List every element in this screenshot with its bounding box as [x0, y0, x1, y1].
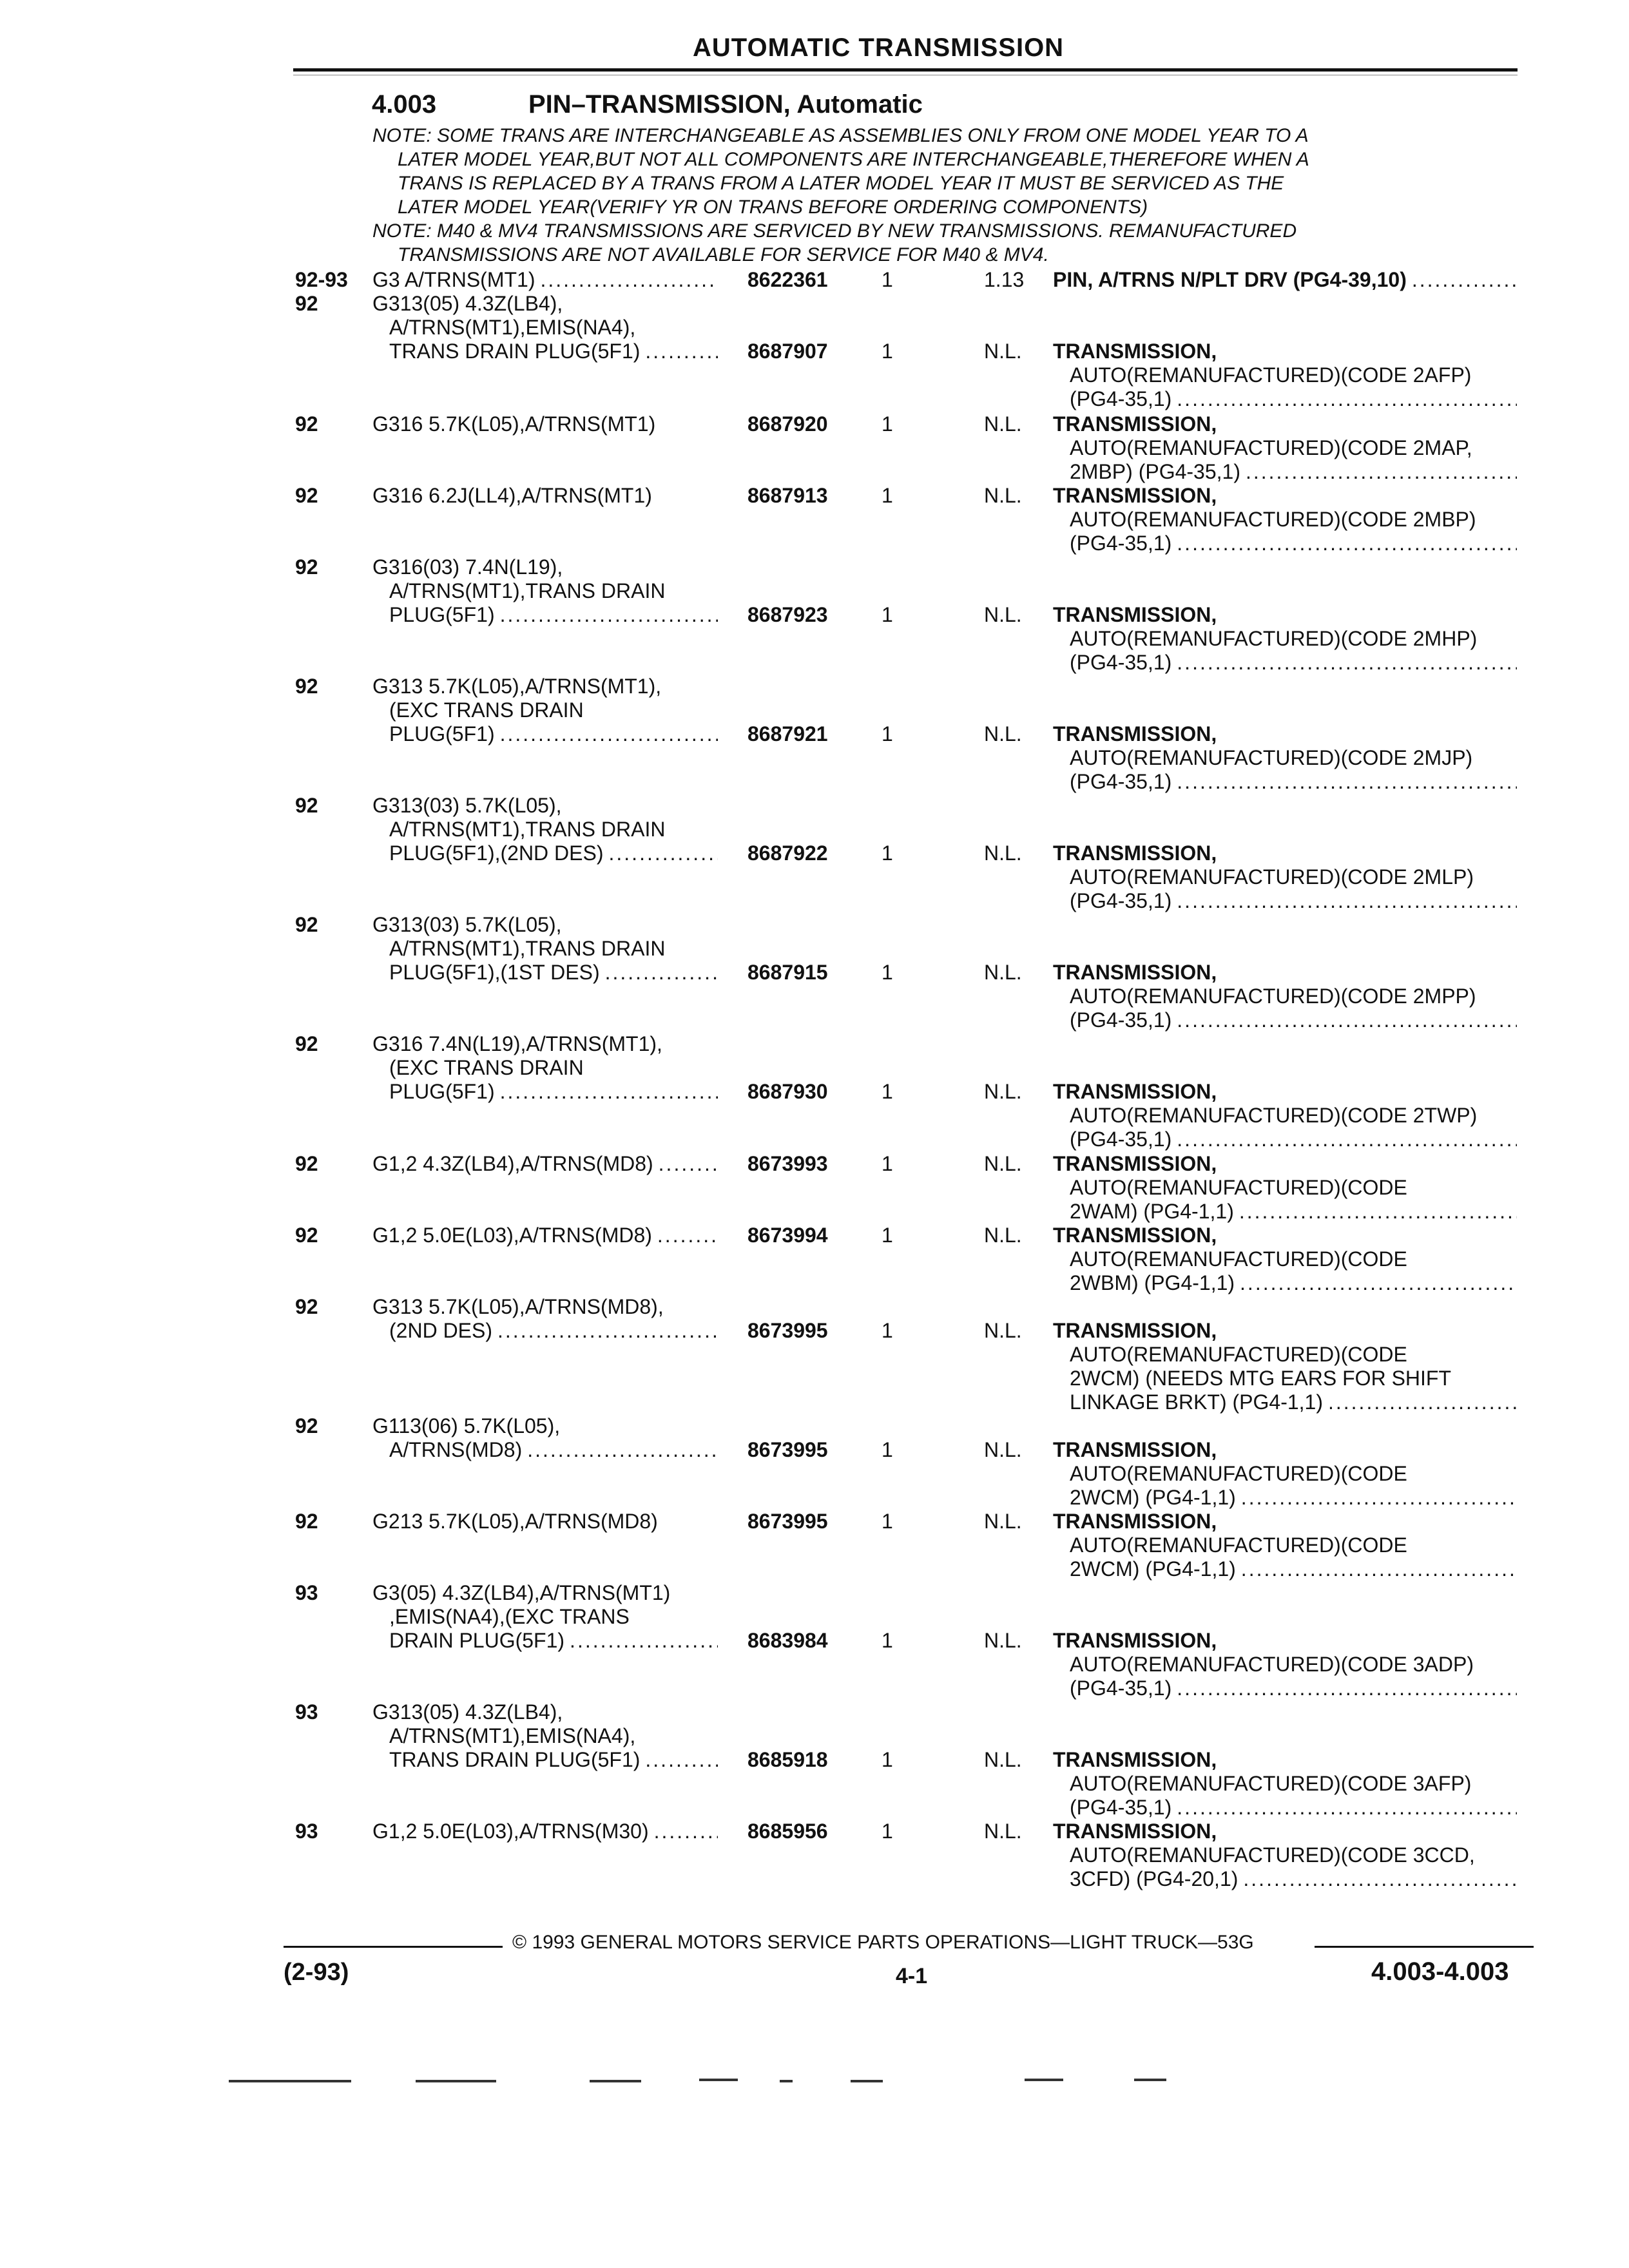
model-year: 92	[295, 1295, 318, 1318]
part-name-line: TRANSMISSION,	[1053, 484, 1217, 507]
scan-artifact	[780, 2080, 793, 2082]
part-number: 8683984	[747, 1629, 828, 1652]
part-number: 8687922	[747, 841, 828, 865]
note-code: N.L.	[984, 722, 1022, 745]
note-code: N.L.	[984, 1510, 1022, 1533]
quantity: 1	[882, 1224, 893, 1247]
part-name	[1053, 1224, 1517, 1295]
part-name-line: PIN, A/TRNS N/PLT DRV (PG4-39,10)	[1053, 268, 1407, 291]
description-line: A/TRNS(MT1),TRANS DRAIN	[389, 818, 666, 841]
part-name-line: (PG4-35,1)	[1070, 651, 1172, 674]
part-name-line: AUTO(REMANUFACTURED)(CODE 2TWP)	[1070, 1104, 1478, 1127]
description-line: G313(05) 4.3Z(LB4),	[372, 1700, 563, 1724]
part-name-line: AUTO(REMANUFACTURED)(CODE	[1070, 1533, 1407, 1557]
application-description	[372, 1295, 718, 1343]
note-code: N.L.	[984, 1319, 1022, 1342]
description-line: G1,2 4.3Z(LB4),A/TRNS(MD8)	[372, 1152, 653, 1175]
note-code: N.L.	[984, 1438, 1022, 1461]
model-year: 92	[295, 555, 318, 579]
description-line: G3 A/TRNS(MT1)	[372, 268, 535, 291]
footer-rule-right	[1315, 1946, 1534, 1948]
note-code: N.L.	[984, 1629, 1022, 1652]
note-code: 1.13	[984, 268, 1025, 291]
part-name	[1053, 1820, 1517, 1891]
model-year: 93	[295, 1700, 318, 1724]
note-code: N.L.	[984, 484, 1022, 507]
part-name-line: 2WCM) (PG4-1,1)	[1070, 1557, 1236, 1581]
part-name-line: (PG4-35,1)	[1070, 1008, 1172, 1032]
part-name-line: 2WCM) (PG4-1,1)	[1070, 1486, 1236, 1509]
part-name-line: TRANSMISSION,	[1053, 961, 1217, 984]
part-name	[1053, 1438, 1517, 1510]
description-line: A/TRNS(MT1),EMIS(NA4),	[389, 316, 636, 339]
part-name-line: 2MBP) (PG4-35,1)	[1070, 460, 1240, 483]
model-year: 92	[295, 1510, 318, 1533]
quantity: 1	[882, 1319, 893, 1342]
note-code: N.L.	[984, 1080, 1022, 1103]
part-name-line: (PG4-35,1)	[1070, 387, 1172, 410]
note-code: N.L.	[984, 1820, 1022, 1843]
part-number: 8673994	[747, 1224, 828, 1247]
description-line: A/TRNS(MT1),TRANS DRAIN	[389, 579, 666, 602]
part-name-line: TRANSMISSION,	[1053, 1629, 1217, 1652]
part-name	[1053, 1152, 1517, 1224]
footer-copyright: © 1993 GENERAL MOTORS SERVICE PARTS OPERATIONS—LIGHT TRUCK—53G	[512, 1932, 1254, 1953]
note-code: N.L.	[984, 961, 1022, 984]
part-name-line: (PG4-35,1)	[1070, 532, 1172, 555]
model-year: 92	[295, 1224, 318, 1247]
part-number: 8687907	[747, 340, 828, 363]
model-year: 92	[295, 1032, 318, 1055]
part-name-line: TRANSMISSION,	[1053, 1224, 1217, 1247]
part-name-line: AUTO(REMANUFACTURED)(CODE 2MPP)	[1070, 985, 1476, 1008]
part-name	[1053, 412, 1517, 484]
note-code: N.L.	[984, 340, 1022, 363]
part-name-line: TRANSMISSION,	[1053, 722, 1217, 745]
application-description	[372, 913, 718, 985]
quantity: 1	[882, 1629, 893, 1652]
description-line: (EXC TRANS DRAIN	[389, 1056, 584, 1079]
description-line: DRAIN PLUG(5F1)	[389, 1629, 565, 1652]
part-name-line: AUTO(REMANUFACTURED)(CODE 2MBP)	[1070, 508, 1476, 531]
part-name	[1053, 722, 1517, 794]
description-line: G113(06) 5.7K(L05),	[372, 1414, 561, 1437]
part-name	[1053, 841, 1517, 913]
description-line: (EXC TRANS DRAIN	[389, 698, 584, 722]
scan-artifact	[699, 2079, 738, 2081]
quantity: 1	[882, 484, 893, 507]
part-name-line: TRANSMISSION,	[1053, 1319, 1217, 1342]
description-line: TRANS DRAIN PLUG(5F1)	[389, 340, 641, 363]
part-name-line: AUTO(REMANUFACTURED)(CODE 2MHP)	[1070, 627, 1478, 650]
part-name-line: AUTO(REMANUFACTURED)(CODE 2MLP)	[1070, 865, 1474, 889]
footer-date: (2-93)	[284, 1959, 349, 1986]
note-code: N.L.	[984, 412, 1022, 436]
note-line: NOTE: M40 & MV4 TRANSMISSIONS ARE SERVICED BY NEW TRANSMISSIONS. REMANUFACTURED	[372, 220, 1297, 242]
footer-section-range: 4.003-4.003	[1371, 1957, 1509, 1986]
section-number: 4.003	[372, 90, 437, 119]
part-name	[1053, 484, 1517, 555]
description-line: PLUG(5F1)	[389, 603, 495, 626]
model-year: 92	[295, 484, 318, 507]
model-year: 93	[295, 1581, 318, 1604]
description-line: A/TRNS(MT1),EMIS(NA4),	[389, 1724, 636, 1747]
part-name-line: TRANSMISSION,	[1053, 340, 1217, 363]
description-line: PLUG(5F1),(1ST DES)	[389, 961, 600, 984]
page-number: 4-1	[896, 1964, 928, 1988]
part-name	[1053, 1748, 1517, 1820]
model-year: 92-93	[295, 268, 348, 291]
part-name-line: AUTO(REMANUFACTURED)(CODE 2MJP)	[1070, 746, 1473, 769]
model-year: 93	[295, 1820, 318, 1843]
part-number: 8685956	[747, 1820, 828, 1843]
part-name-line: TRANSMISSION,	[1053, 1820, 1217, 1843]
quantity: 1	[882, 961, 893, 984]
model-year: 92	[295, 1152, 318, 1175]
part-name-line: AUTO(REMANUFACTURED)(CODE 2AFP)	[1070, 363, 1472, 387]
description-line: A/TRNS(MD8)	[389, 1438, 523, 1461]
part-name-line: TRANSMISSION,	[1053, 603, 1217, 626]
part-name-line: (PG4-35,1)	[1070, 1128, 1172, 1151]
part-name-line: 2WBM) (PG4-1,1)	[1070, 1271, 1235, 1294]
part-name-line: (PG4-35,1)	[1070, 1677, 1172, 1700]
part-name-line: AUTO(REMANUFACTURED)(CODE 2MAP,	[1070, 436, 1472, 459]
application-description	[372, 1820, 718, 1843]
quantity: 1	[882, 722, 893, 745]
description-line: G316 5.7K(L05),A/TRNS(MT1)	[372, 412, 656, 436]
quantity: 1	[882, 1820, 893, 1843]
note-code: N.L.	[984, 1224, 1022, 1247]
part-name-line: TRANSMISSION,	[1053, 1438, 1217, 1461]
scan-artifact	[851, 2080, 883, 2082]
description-line: G313(05) 4.3Z(LB4),	[372, 292, 563, 315]
part-name	[1053, 1080, 1517, 1151]
scan-artifact	[590, 2080, 641, 2082]
description-line: G316(03) 7.4N(L19),	[372, 555, 563, 579]
application-description	[372, 484, 718, 508]
note-line: NOTE: SOME TRANS ARE INTERCHANGEABLE AS ASSEMBLIES ONLY FROM ONE MODEL YEAR TO A	[372, 125, 1309, 146]
part-name-line: 2WAM) (PG4-1,1)	[1070, 1200, 1234, 1223]
application-description	[372, 794, 718, 865]
description-line: G316 6.2J(LL4),A/TRNS(MT1)	[372, 484, 652, 507]
description-line: G316 7.4N(L19),A/TRNS(MT1),	[372, 1032, 662, 1055]
footer-rule-left	[284, 1946, 503, 1948]
application-description	[372, 292, 718, 363]
application-description	[372, 1032, 718, 1104]
application-description	[372, 1700, 718, 1772]
description-line: G1,2 5.0E(L03),A/TRNS(MD8)	[372, 1224, 652, 1247]
description-line: A/TRNS(MT1),TRANS DRAIN	[389, 937, 666, 960]
note-code: N.L.	[984, 1152, 1022, 1175]
application-description	[372, 1152, 718, 1176]
part-name-line: (PG4-35,1)	[1070, 770, 1172, 793]
quantity: 1	[882, 841, 893, 865]
part-name-line: AUTO(REMANUFACTURED)(CODE	[1070, 1176, 1407, 1199]
part-name-line: (PG4-35,1)	[1070, 1796, 1172, 1819]
note-line: TRANS IS REPLACED BY A TRANS FROM A LATER MODEL YEAR IT MUST BE SERVICED AS THE	[398, 173, 1284, 194]
description-line: G3(05) 4.3Z(LB4),A/TRNS(MT1)	[372, 1581, 671, 1604]
model-year: 92	[295, 412, 318, 436]
part-name-line: LINKAGE BRKT) (PG4-1,1)	[1070, 1390, 1323, 1414]
quantity: 1	[882, 1510, 893, 1533]
description-line: G313(03) 5.7K(L05),	[372, 913, 562, 936]
part-name-line: 3CFD) (PG4-20,1)	[1070, 1867, 1239, 1890]
part-number: 8673995	[747, 1319, 828, 1342]
application-description	[372, 1581, 718, 1653]
page-header-title: AUTOMATIC TRANSMISSION	[693, 34, 1065, 62]
part-name-line: AUTO(REMANUFACTURED)(CODE	[1070, 1462, 1407, 1485]
part-name-line: 2WCM) (NEEDS MTG EARS FOR SHIFT	[1070, 1367, 1451, 1390]
application-description	[372, 412, 718, 436]
part-name-line: AUTO(REMANUFACTURED)(CODE	[1070, 1343, 1407, 1366]
part-name-line: TRANSMISSION,	[1053, 841, 1217, 865]
part-number: 8687921	[747, 722, 828, 745]
scan-artifact	[416, 2080, 496, 2082]
application-description	[372, 1414, 718, 1462]
part-number: 8687923	[747, 603, 828, 626]
part-name-line: AUTO(REMANUFACTURED)(CODE	[1070, 1247, 1407, 1271]
note-line: LATER MODEL YEAR(VERIFY YR ON TRANS BEFORE ORDERING COMPONENTS)	[398, 197, 1148, 218]
part-number: 8673993	[747, 1152, 828, 1175]
note-code: N.L.	[984, 603, 1022, 626]
model-year: 92	[295, 675, 318, 698]
quantity: 1	[882, 1438, 893, 1461]
part-name-line: AUTO(REMANUFACTURED)(CODE 3CCD,	[1070, 1843, 1475, 1867]
part-name-line: (PG4-35,1)	[1070, 889, 1172, 912]
quantity: 1	[882, 340, 893, 363]
note-line: LATER MODEL YEAR,BUT NOT ALL COMPONENTS ARE INTERCHANGEABLE,THEREFORE WHEN A	[398, 149, 1309, 170]
description-line: G313(03) 5.7K(L05),	[372, 794, 562, 817]
scan-artifact	[1134, 2079, 1166, 2081]
part-name-line: TRANSMISSION,	[1053, 1152, 1217, 1175]
description-line: PLUG(5F1),(2ND DES)	[389, 841, 604, 865]
model-year: 92	[295, 292, 318, 315]
part-number: 8687915	[747, 961, 828, 984]
description-line: G213 5.7K(L05),A/TRNS(MD8)	[372, 1510, 658, 1533]
model-year: 92	[295, 913, 318, 936]
part-name	[1053, 268, 1517, 292]
part-number: 8685918	[747, 1748, 828, 1771]
description-line: (2ND DES)	[389, 1319, 493, 1342]
part-name-line: TRANSMISSION,	[1053, 1080, 1217, 1103]
application-description	[372, 675, 718, 746]
description-line: ,EMIS(NA4),(EXC TRANS	[389, 1605, 630, 1628]
part-name	[1053, 1510, 1517, 1581]
part-name	[1053, 1629, 1517, 1700]
description-line: PLUG(5F1)	[389, 1080, 495, 1103]
part-number: 8687920	[747, 412, 828, 436]
note-code: N.L.	[984, 841, 1022, 865]
part-name-line: TRANSMISSION,	[1053, 1510, 1217, 1533]
section-title: PIN–TRANSMISSION, Automatic	[528, 90, 923, 119]
part-name-line: AUTO(REMANUFACTURED)(CODE 3ADP)	[1070, 1653, 1474, 1676]
part-number: 8622361	[747, 268, 828, 291]
note-line: TRANSMISSIONS ARE NOT AVAILABLE FOR SERVICE FOR M40 & MV4.	[398, 244, 1049, 265]
part-name-line: TRANSMISSION,	[1053, 1748, 1217, 1771]
quantity: 1	[882, 603, 893, 626]
part-name-line: AUTO(REMANUFACTURED)(CODE 3AFP)	[1070, 1772, 1472, 1795]
quantity: 1	[882, 1748, 893, 1771]
part-name-line: TRANSMISSION,	[1053, 412, 1217, 436]
part-number: 8673995	[747, 1510, 828, 1533]
part-name	[1053, 1319, 1517, 1414]
description-line: G1,2 5.0E(L03),A/TRNS(M30)	[372, 1820, 649, 1843]
description-line: TRANS DRAIN PLUG(5F1)	[389, 1748, 641, 1771]
quantity: 1	[882, 1080, 893, 1103]
part-number: 8687930	[747, 1080, 828, 1103]
part-name	[1053, 603, 1517, 675]
application-description	[372, 555, 718, 627]
description-line: G313 5.7K(L05),A/TRNS(MD8),	[372, 1295, 664, 1318]
description-line: G313 5.7K(L05),A/TRNS(MT1),	[372, 675, 662, 698]
application-description	[372, 1224, 718, 1247]
application-description	[372, 1510, 718, 1533]
application-description	[372, 268, 718, 292]
model-year: 92	[295, 1414, 318, 1437]
quantity: 1	[882, 1152, 893, 1175]
quantity: 1	[882, 412, 893, 436]
part-number: 8687913	[747, 484, 828, 507]
part-name	[1053, 961, 1517, 1032]
quantity: 1	[882, 268, 893, 291]
header-rule	[293, 68, 1518, 72]
part-name	[1053, 340, 1517, 411]
note-code: N.L.	[984, 1748, 1022, 1771]
part-number: 8673995	[747, 1438, 828, 1461]
description-line: PLUG(5F1)	[389, 722, 495, 745]
scan-artifact	[229, 2080, 351, 2082]
scan-artifact	[1025, 2079, 1063, 2081]
model-year: 92	[295, 794, 318, 817]
